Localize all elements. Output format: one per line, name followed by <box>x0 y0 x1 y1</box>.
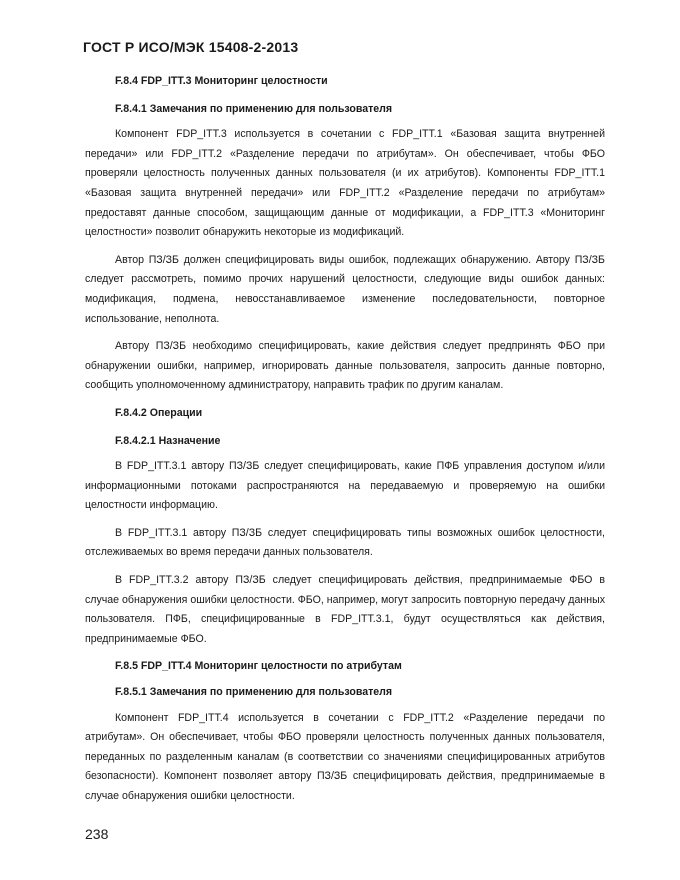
subsection-heading: F.8.4.1 Замечания по применению для пользователя <box>115 102 393 115</box>
section-heading: F.8.4 FDP_ITT.3 Мониторинг целостности <box>115 75 328 87</box>
document-header: ГОСТ Р ИСО/МЭК 15408-2-2013 <box>83 39 299 55</box>
document-body <box>85 72 605 815</box>
section-heading: F.8.5 FDP_ITT.4 Мониторинг целостности по атрибутам <box>115 660 402 673</box>
paragraph: Автор ПЗ/ЗБ должен специфицировать виды ошибок, подлежащих обнаружению. Автору ПЗ/ЗБ следует рассмотреть, помимо прочих нарушений целостности, следующие виды ошибок данных: модификация, подмена, невосстанавливаемое изменение последовательности, повторное использование, неполнота. <box>85 253 605 325</box>
paragraph: В FDP_ITT.3.2 автору ПЗ/ЗБ следует специфицировать действия, предпринимаемые ФБО в случае обнаружения ошибки целостности. ФБО, например, могут запросить повторную передачу данных пользователя. ПФБ, специфицированные в FDP_ITT.3.1, будут осуществляться как действия, предпринимаемые ФБО. <box>85 574 605 645</box>
section-heading: F.8.4.2 Операции <box>115 406 203 419</box>
paragraph: В FDP_ITT.3.1 автору ПЗ/ЗБ следует специфицировать, какие ПФБ управления доступом и/или информационными потоками распространяются на передаваемую и проверяемую на ошибки целостности информацию. <box>85 460 605 512</box>
paragraph: В FDP_ITT.3.1 автору ПЗ/ЗБ следует специфицировать типы возможных ошибок целостности, отслеживаемых во время передачи данных пользователя. <box>85 526 605 559</box>
subsection-heading: F.8.4.2.1 Назначение <box>115 434 221 447</box>
page-number: 238 <box>85 826 109 842</box>
subsection-heading: F.8.5.1 Замечания по применению для пользователя <box>115 686 393 699</box>
paragraph: Компонент FDP_ITT.3 используется в сочетании с FDP_ITT.1 «Базовая защита внутренней передачи» или FDP_ITT.2 «Разделение передачи по атрибутам». Он обеспечивает, чтобы ФБО проверяли целостность полученных данных пользователя (и их атрибутов). Компоненты FDP_ITT.1 «Базовая защита внутренней передачи» или FDP_ITT.2 «Разделение передачи по атрибутам» предоставят данные способом, защищающим данные от модификации, а FDP_ITT.3 «Мониторинг целостности» позволит обнаружить некоторые из модификаций. <box>85 128 605 239</box>
paragraph: Компонент FDP_ITT.4 используется в сочетании с FDP_ITT.2 «Разделение передачи по атрибутам». Он обеспечивает, чтобы ФБО проверяли целостность полученных данных пользователя, переданных по разделенным каналам (в соответствии со значениями специфицированных атрибутов безопасности). Компонент позволяет автору ПЗ/ЗБ специфицировать действия, предпринимаемые в случае обнаружения ошибки целостности. <box>85 711 605 802</box>
paragraph: Автору ПЗ/ЗБ необходимо специфицировать, какие действия следует предпринять ФБО при обнаружении ошибки, например, игнорировать данные пользователя, запросить данные повторно, сообщить уполномоченному администратору, направить трафик по другим каналам. <box>85 340 605 392</box>
